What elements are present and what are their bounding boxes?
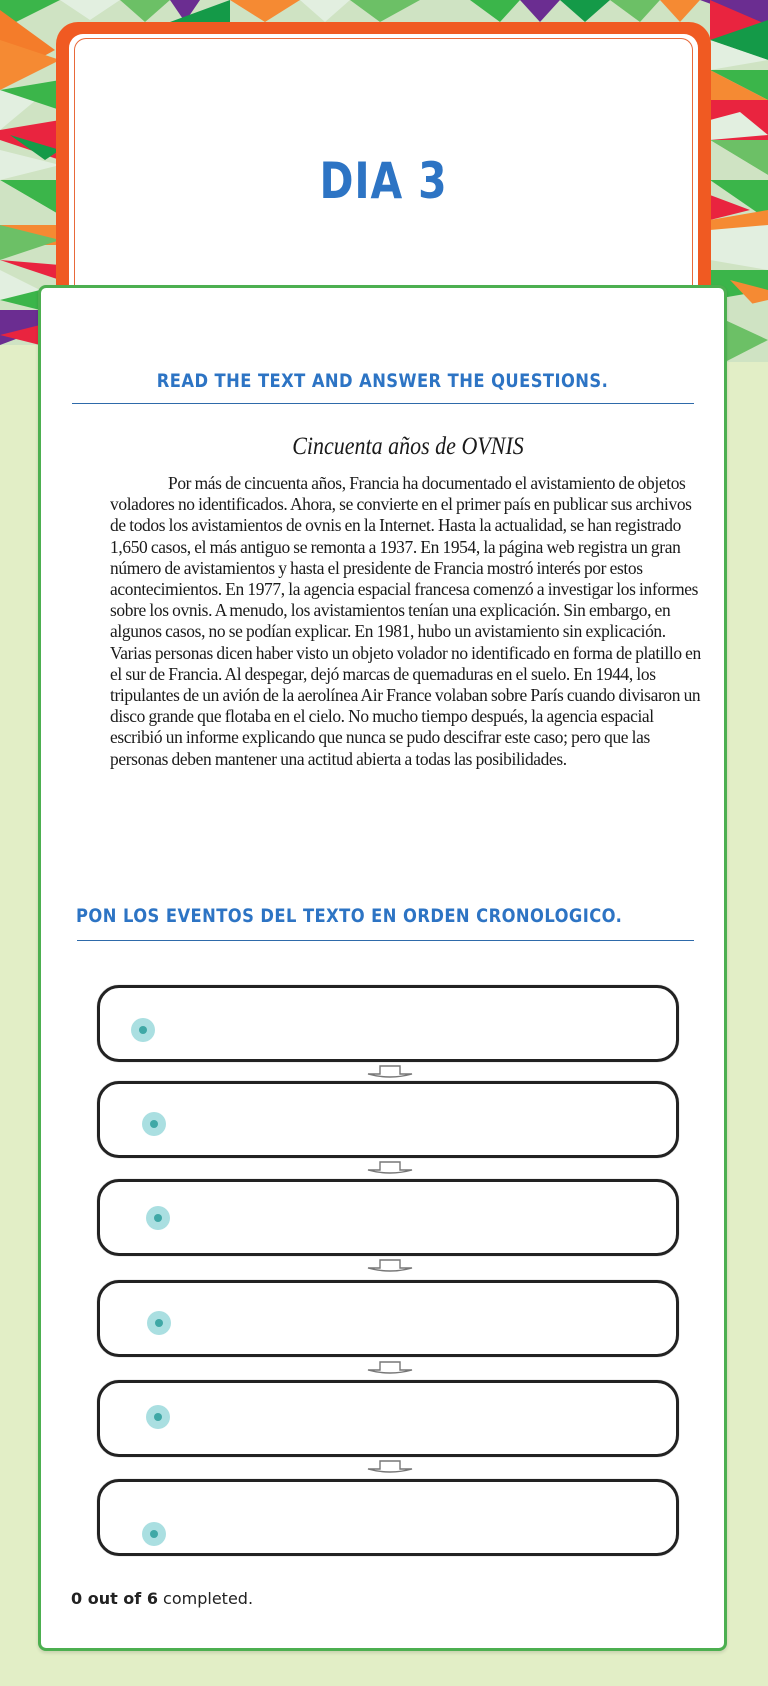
down-arrow-icon (366, 1064, 414, 1078)
progress-count: 0 out of 6 (71, 1589, 158, 1608)
drop-target-icon[interactable] (142, 1522, 166, 1546)
down-arrow-icon (366, 1459, 414, 1473)
reading-passage-image (110, 433, 706, 770)
passage-body: Por más de cincuenta años, Francia ha documentado el avistamiento de objetos voladores no identificados. Ahora, se convierte en el primer país en publicar sus archivos de todos los avistamientos de ovnis en la Internet. Hasta la actualidad, se han registrado 1,650 casos, el más antiguo se remonta a 1937. En 1954, la página web registra un gran número de avistamientos y hasta el presidente de Francia mostró interés por estos acontecimientos. En 1977, la agencia espacial francesa comenzó a investigar los informes sobre los ovnis. A menudo, los avistamientos tenían una explicación. Sin embargo, en algunos casos, no se podían explicar. En 1981, hubo un avistamiento sin explicación. Varias personas dicen haber visto un objeto volador no identificado en forma de platillo en el sur de Francia. Al despegar, dejó marcas de quemaduras en el suelo. En 1944, los tripulantes de un avión de la aerolínea Air France volaban sobre París cuando divisaron un disco grande que flotaba en el cielo. No mucho tiempo después, la agencia espacial escribió un informe explicando que nunca se pudo descifrar este caso; pero que las personas deben mantener una actitud abierta a todas las posibilidades. (110, 473, 701, 769)
order-slot-5[interactable] (97, 1380, 679, 1457)
title-banner (56, 22, 711, 322)
title-banner-inner (69, 34, 698, 322)
down-arrow-icon (366, 1360, 414, 1374)
passage-title: Cincuenta años de OVNIS (292, 433, 524, 460)
progress-status (71, 1589, 253, 1608)
section-divider (72, 403, 694, 404)
page-title: DIA 3 (319, 152, 448, 210)
order-slot-4[interactable] (97, 1280, 679, 1357)
order-slot-6[interactable] (97, 1479, 679, 1556)
progress-suffix: completed. (157, 1589, 254, 1608)
down-arrow-icon (366, 1258, 414, 1272)
worksheet-card (38, 285, 727, 1651)
section-divider (77, 940, 694, 941)
drop-target-icon[interactable] (146, 1206, 170, 1230)
drop-target-icon[interactable] (146, 1405, 170, 1429)
down-arrow-icon (366, 1160, 414, 1174)
drop-target-icon[interactable] (142, 1112, 166, 1136)
section-heading-read-text: READ THE TEXT AND ANSWER THE QUESTIONS. (156, 370, 609, 392)
section-heading-chronological-order: PON LOS EVENTOS DEL TEXTO EN ORDEN CRONOLOGICO. (76, 905, 623, 927)
order-slot-2[interactable] (97, 1081, 679, 1158)
order-slot-1[interactable] (97, 985, 679, 1062)
order-slot-3[interactable] (97, 1179, 679, 1256)
drop-target-icon[interactable] (131, 1018, 155, 1042)
drop-target-icon[interactable] (147, 1311, 171, 1335)
